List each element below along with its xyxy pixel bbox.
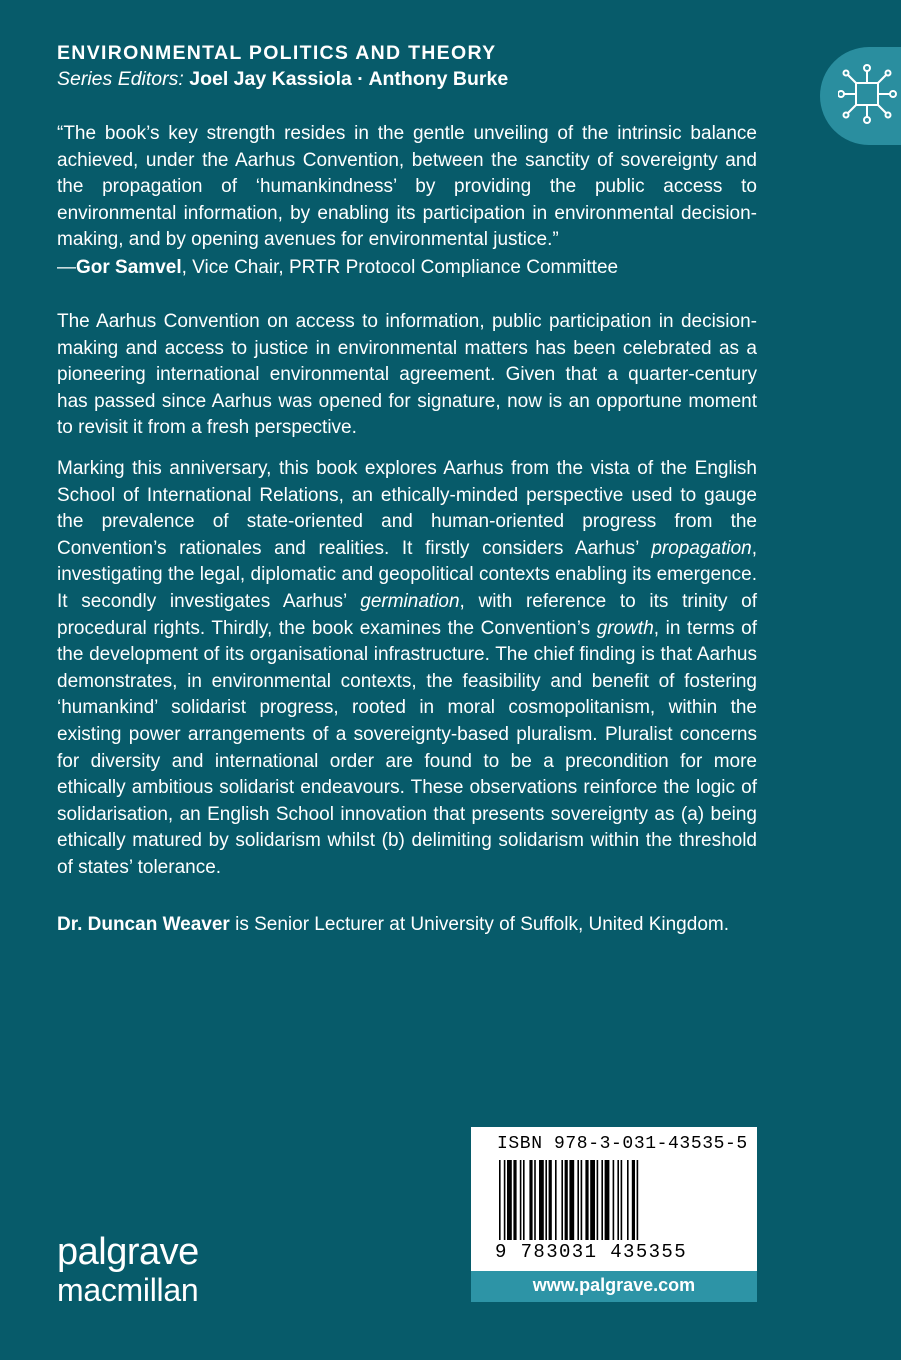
isbn-text: ISBN 978-3-031-43535-5	[497, 1134, 748, 1154]
p2-italic-propagation: propagation	[651, 537, 752, 559]
barcode-bar	[605, 1160, 610, 1240]
barcode-bar	[617, 1160, 619, 1240]
author-name: Dr. Duncan Weaver	[57, 914, 230, 935]
barcode-bar	[632, 1160, 635, 1240]
p2-italic-germination: germination	[360, 590, 460, 612]
author-affiliation: is Senior Lecturer at University of Suffolk, United Kingdom.	[229, 914, 729, 935]
p2-italic-growth: growth	[596, 617, 654, 639]
barcode-bar	[565, 1160, 568, 1240]
barcode-bar	[507, 1160, 512, 1240]
circuit-square-icon	[838, 59, 898, 131]
barcode-bar	[529, 1160, 532, 1240]
quote-attribution	[57, 255, 618, 282]
p2-part-e: , with reference to its trinity of procedural rights. Thirdly, the book examines the Convention’s	[57, 590, 757, 639]
barcode-bar	[597, 1160, 599, 1240]
barcode-bar	[513, 1160, 516, 1240]
barcode-bar	[523, 1160, 525, 1240]
barcode-bar	[590, 1160, 595, 1240]
quote-dash: —	[57, 257, 76, 278]
barcode-bar	[581, 1160, 583, 1240]
barcode-bar	[569, 1160, 574, 1240]
isbn-barcode	[471, 1127, 757, 1271]
endorsement-quote: “The book’s key strength resides in the gentle unveiling of the intrinsic balance achieved, under the Aarhus Convention, between the sanctity of sovereignty and the propagation of ‘humankindness’ by providing the public access to environmental information, by enabling its participation in environmental decision-making, and by opening avenues for environmental justice.”	[57, 123, 757, 251]
series-editors-label: Series Editors:	[57, 68, 184, 90]
barcode-bar	[585, 1160, 588, 1240]
barcode-digits: 9 783031 435355	[495, 1241, 688, 1263]
barcode-bar	[613, 1160, 615, 1240]
p2-part-c: , investigating the legal, diplomatic and geopolitical contexts enabling its emergence. It secondly investigates Aarhus’	[57, 537, 757, 612]
series-editors-names: Joel Jay Kassiola · Anthony Burke	[189, 68, 509, 90]
p2-part-g: , in terms of the development of its organisational infrastructure. The chief finding is that Aarhus demonstrates, in environmental contexts, the feasibility and benefit of fostering ‘humankind’ solidarist progress, rooted in moral cosmopolitanism, within the existing power arrangements of a sovereignty-based pluralism. Pluralist concerns for diversity and international order are found to be a precondition for more ethically ambitious solidarist endeavours. These observations reinforce the logic of solidarisation, an English School innovation that presents sovereignty as (a) being ethically matured by solidarism whilst (b) delimiting solidarism within the threshold of states’ tolerance.	[57, 617, 758, 878]
p2-part-a: Marking this anniversary, this book explores Aarhus from the vista of the English School of International Relations, an ethically-minded perspective used to gauge the prevalence of state-oriented and human-oriented progress from the Convention’s rationales and realities. It firstly considers Aarhus’	[57, 458, 757, 559]
barcode-bar	[545, 1160, 547, 1240]
publisher-logo-palgrave: palgrave	[57, 1231, 199, 1273]
description-paragraph-2	[57, 456, 757, 882]
barcode-bar	[555, 1160, 557, 1240]
barcode-bar	[561, 1160, 563, 1240]
barcode-bar	[549, 1160, 552, 1240]
series-editors	[57, 68, 508, 91]
series-title: ENVIRONMENTAL POLITICS AND THEORY	[57, 42, 497, 64]
barcode-bar	[637, 1160, 639, 1240]
barcode-bar	[539, 1160, 544, 1240]
barcode-bar	[601, 1160, 603, 1240]
description-paragraph-1: The Aarhus Convention on access to information, public participation in decision-making and access to justice in environmental matters has been celebrated as a pioneering international environmental agreement. Given that a quarter-century has passed since Aarhus was opened for signature, now is an opportune moment to revisit it from a fresh perspective.	[57, 311, 757, 439]
quote-author: Gor Samvel	[76, 257, 182, 278]
barcode-bar	[577, 1160, 579, 1240]
publisher-website: www.palgrave.com	[471, 1271, 757, 1302]
quote-author-role: , Vice Chair, PRTR Protocol Compliance Committee	[181, 257, 619, 278]
barcode-bar	[534, 1160, 536, 1240]
barcode-bar	[520, 1160, 522, 1240]
series-badge	[820, 47, 901, 145]
barcode-bar	[504, 1160, 506, 1240]
author-bio	[57, 912, 729, 939]
barcode-bar	[499, 1160, 501, 1240]
barcode-bar	[627, 1160, 629, 1240]
publisher-logo-macmillan: macmillan	[57, 1272, 199, 1308]
barcode-bar	[621, 1160, 623, 1240]
